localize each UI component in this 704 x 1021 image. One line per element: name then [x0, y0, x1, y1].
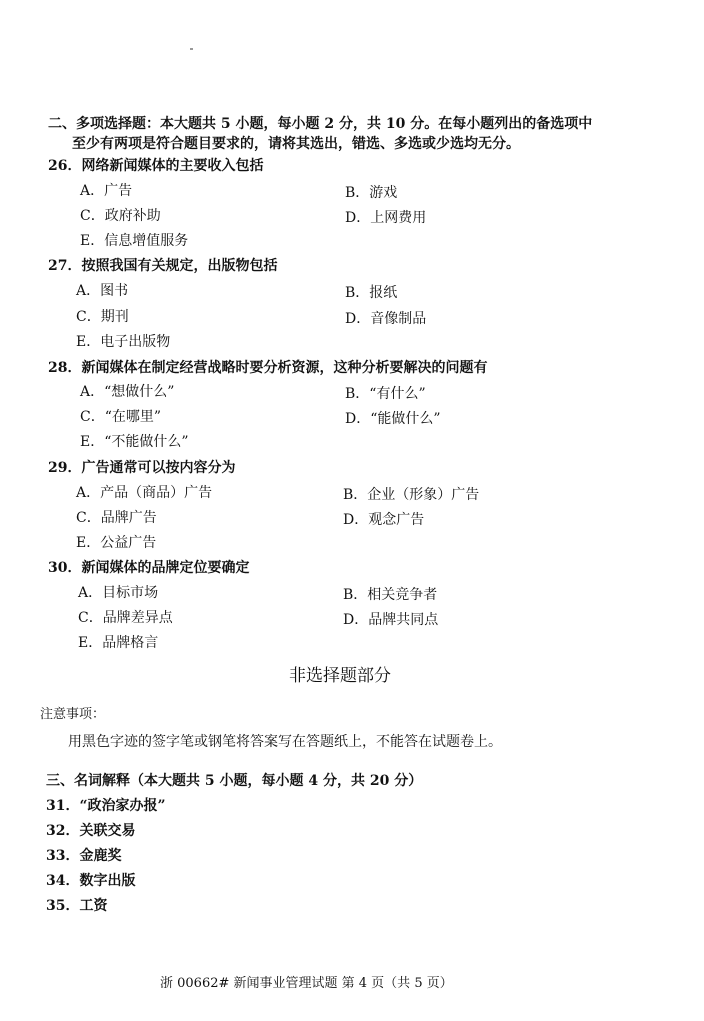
q26-option-c: C．政府补助 — [80, 208, 161, 224]
term-34: 34．数字出版 — [46, 873, 136, 889]
q26-option-b: B．游戏 — [345, 185, 398, 201]
notice-label: 注意事项： — [40, 707, 106, 722]
term-32: 32．关联交易 — [46, 823, 136, 839]
q29-option-c: C．品牌广告 — [76, 510, 157, 526]
term-31: 31．“政治家办报” — [46, 798, 166, 814]
q28-option-b: B．“有什么” — [345, 386, 426, 402]
q30-option-d: D．品牌共同点 — [343, 612, 439, 628]
q27-option-c: C．期刊 — [76, 309, 129, 325]
q28-option-d: D．“能做什么” — [345, 411, 441, 427]
section2-header-line1: 二、多项选择题：本大题共 5 小题，每小题 2 分，共 10 分。在每小题列出的备选项中 — [48, 116, 593, 132]
question-29-stem: 29．广告通常可以按内容分为 — [48, 460, 236, 476]
q27-option-a: A．图书 — [76, 283, 129, 299]
q29-option-a: A．产品（商品）广告 — [76, 485, 213, 501]
q30-option-a: A．目标市场 — [78, 585, 159, 601]
q27-option-d: D．音像制品 — [345, 311, 427, 327]
q30-option-c: C．品牌差异点 — [78, 610, 173, 626]
q28-option-c: C．“在哪里” — [80, 409, 162, 425]
term-35: 35．工资 — [46, 898, 108, 914]
q29-option-d: D．观念广告 — [343, 512, 425, 528]
question-27-stem: 27．按照我国有关规定，出版物包括 — [48, 258, 278, 274]
q26-option-a: A．广告 — [80, 183, 133, 199]
q29-option-b: B．企业（形象）广告 — [343, 487, 480, 503]
q28-option-a: A．“想做什么” — [80, 384, 175, 400]
q30-option-e: E．品牌格言 — [78, 635, 159, 651]
term-33: 33．金鹿奖 — [46, 848, 122, 864]
q27-option-e: E．电子出版物 — [76, 334, 171, 350]
q30-option-b: B．相关竞争者 — [343, 587, 438, 603]
page-footer: 浙 00662# 新闻事业管理试题 第 4 页（共 5 页） — [160, 976, 453, 991]
q26-option-e: E．信息增值服务 — [80, 233, 189, 249]
q29-option-e: E．公益广告 — [76, 535, 157, 551]
question-30-stem: 30．新闻媒体的品牌定位要确定 — [48, 560, 250, 576]
section2-header-line2: 至少有两项是符合题目要求的，请将其选出，错选、多选或少选均无分。 — [72, 136, 520, 152]
q28-option-e: E．“不能做什么” — [80, 434, 189, 450]
section3-header: 三、名词解释（本大题共 5 小题，每小题 4 分，共 20 分） — [46, 773, 423, 789]
scan-speck — [190, 48, 193, 50]
q26-option-d: D．上网费用 — [345, 210, 427, 226]
q27-option-b: B．报纸 — [345, 285, 398, 301]
question-26-stem: 26．网络新闻媒体的主要收入包括 — [48, 158, 264, 174]
part-title: 非选择题部分 — [289, 666, 391, 686]
question-28-stem: 28．新闻媒体在制定经营战略时要分析资源，这种分析要解决的问题有 — [48, 360, 488, 376]
notice-text: 用黑色字迹的签字笔或钢笔将答案写在答题纸上，不能答在试题卷上。 — [68, 734, 502, 750]
